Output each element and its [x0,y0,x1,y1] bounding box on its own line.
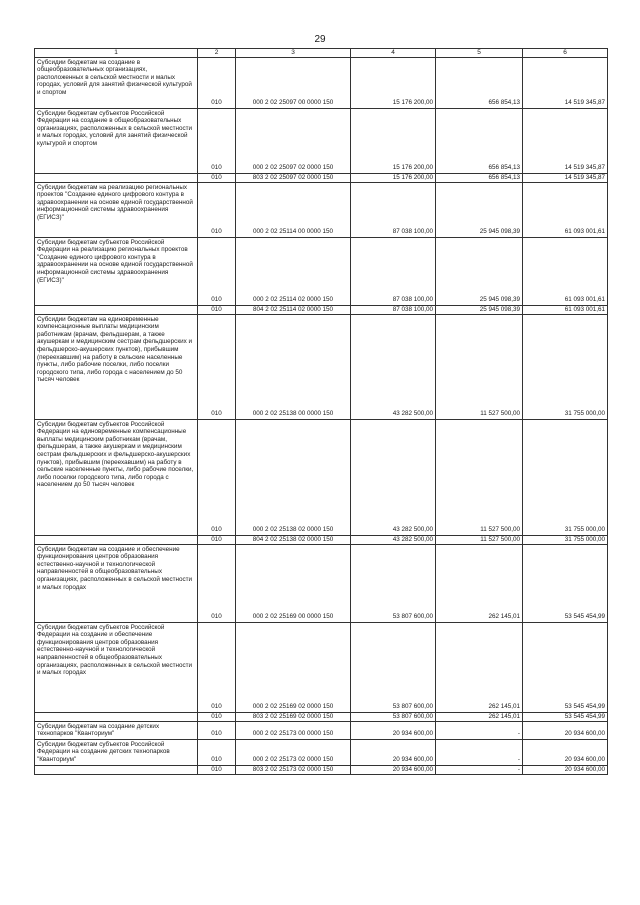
row-code: 010 [198,237,236,305]
row-value-5: - [436,721,523,739]
column-header-1: 1 [35,49,198,58]
row-code: 010 [198,544,236,622]
row-value-5: 25 945 098,39 [436,237,523,305]
row-kbk: 000 2 02 25173 02 0000 150 [236,739,351,765]
row-name [35,535,198,544]
row-value-5: 11 527 500,00 [436,419,523,535]
column-header-5: 5 [436,49,523,58]
row-kbk: 803 2 02 25169 02 0000 150 [236,712,351,721]
row-code: 010 [198,305,236,314]
table-row [35,419,608,535]
column-header-3: 3 [236,49,351,58]
table-row [35,622,608,712]
row-value-4: 43 282 500,00 [351,535,436,544]
row-kbk: 000 2 02 25114 02 0000 150 [236,237,351,305]
row-value-6: 31 755 000,00 [523,535,608,544]
row-name: Субсидии бюджетам на создание в общеобразовательных организациях, расположенных в сельской местности и малых городах, условий для занятий физической культурой и спортом [35,57,198,108]
row-value-6: 31 755 000,00 [523,314,608,419]
row-code: 010 [198,739,236,765]
row-kbk: 000 2 02 25169 00 0000 150 [236,544,351,622]
row-name [35,765,198,774]
table-row [35,182,608,237]
row-value-4: 43 282 500,00 [351,419,436,535]
table-row [35,712,608,721]
row-kbk: 000 2 02 25169 02 0000 150 [236,622,351,712]
row-code: 010 [198,712,236,721]
row-code: 010 [198,182,236,237]
row-value-6: 53 545 454,99 [523,544,608,622]
row-value-6: 53 545 454,99 [523,622,608,712]
row-value-5: - [436,739,523,765]
row-value-6: 61 093 001,61 [523,237,608,305]
row-value-4: 87 038 100,00 [351,237,436,305]
row-value-5: 25 945 098,39 [436,182,523,237]
table-row [35,314,608,419]
row-value-5: 656 854,13 [436,173,523,182]
column-header-4: 4 [351,49,436,58]
row-name: Субсидии бюджетам на создание детских технопарков "Кванториум" [35,721,198,739]
row-value-6: 61 093 001,61 [523,182,608,237]
row-code: 010 [198,173,236,182]
row-value-6: 14 519 345,87 [523,108,608,173]
row-kbk: 000 2 02 25138 00 0000 150 [236,314,351,419]
row-kbk: 000 2 02 25097 02 0000 150 [236,108,351,173]
row-name [35,173,198,182]
row-name: Субсидии бюджетам субъектов Российской Федерации на создание детских технопарков "Кванториум" [35,739,198,765]
row-code: 010 [198,57,236,108]
row-value-4: 87 038 100,00 [351,305,436,314]
row-value-4: 53 807 600,00 [351,544,436,622]
column-header-2: 2 [198,49,236,58]
row-kbk: 000 2 02 25114 00 0000 150 [236,182,351,237]
row-kbk: 000 2 02 25097 00 0000 150 [236,57,351,108]
row-kbk: 803 2 02 25097 02 0000 150 [236,173,351,182]
row-name: Субсидии бюджетам субъектов Российской Федерации на создание и обеспечение функционирования центров образования естественно-научной и технологической направленностей в общеобразовательных организациях, расположенных в сельской местности и малых городах [35,622,198,712]
row-value-6: 31 755 000,00 [523,419,608,535]
row-value-5: - [436,765,523,774]
row-kbk: 000 2 02 25173 00 0000 150 [236,721,351,739]
page-number: 29 [314,34,326,45]
row-value-4: 20 934 600,00 [351,739,436,765]
table-row [35,721,608,739]
row-code: 010 [198,314,236,419]
row-name: Субсидии бюджетам субъектов Российской Федерации на реализацию региональных проектов "Создание единого цифрового контура в здравоохранении на основе единой государственной информационной системы здравоохранения (ЕГИСЗ)" [35,237,198,305]
row-name: Субсидии бюджетам субъектов Российской Федерации на единовременные компенсационные выплаты медицинским работникам (врачам, фельдшерам, а также акушеркам и медицинским сестрам фельдшерских и фельдшерско-акушерских пунктов), прибывшим (переехавшим) на работу в сельские населенные пункты, либо рабочие поселки, либо поселки городского типа, либо города с населением до 50 тысяч человек [35,419,198,535]
row-value-4: 53 807 600,00 [351,712,436,721]
row-value-5: 11 527 500,00 [436,535,523,544]
row-code: 010 [198,535,236,544]
row-value-5: 262 145,01 [436,712,523,721]
row-value-4: 87 038 100,00 [351,182,436,237]
budget-table [34,48,608,775]
table-row [35,535,608,544]
row-value-6: 20 934 600,00 [523,765,608,774]
row-kbk: 000 2 02 25138 02 0000 150 [236,419,351,535]
row-value-6: 53 545 454,99 [523,712,608,721]
row-name: Субсидии бюджетам на реализацию региональных проектов "Создание единого цифрового контура в здравоохранении на основе единой государственной информационной системы здравоохранения (ЕГИСЗ)" [35,182,198,237]
row-name [35,305,198,314]
row-value-4: 43 282 500,00 [351,314,436,419]
row-name: Субсидии бюджетам на единовременные компенсационные выплаты медицинским работникам (врачам, фельдшерам, а также акушеркам и медицинским сестрам фельдшерских и фельдшерско-акушерских пунктов), прибывшим (переехавшим) на работу в сельские населенные пункты, либо рабочие поселки, либо поселки городского типа, либо города с населением до 50 тысяч человек [35,314,198,419]
row-value-5: 656 854,13 [436,108,523,173]
row-value-6: 14 519 345,87 [523,173,608,182]
column-header-6: 6 [523,49,608,58]
row-value-5: 11 527 500,00 [436,314,523,419]
row-value-5: 262 145,01 [436,544,523,622]
row-kbk: 803 2 02 25173 02 0000 150 [236,765,351,774]
row-value-5: 25 945 098,39 [436,305,523,314]
table-row [35,765,608,774]
row-value-5: 262 145,01 [436,622,523,712]
table-row [35,108,608,173]
row-kbk: 804 2 02 25138 02 0000 150 [236,535,351,544]
row-value-4: 20 934 600,00 [351,721,436,739]
row-value-4: 15 176 200,00 [351,108,436,173]
row-value-4: 15 176 200,00 [351,57,436,108]
table-row [35,739,608,765]
row-code: 010 [198,108,236,173]
row-value-4: 20 934 600,00 [351,765,436,774]
row-value-6: 20 934 600,00 [523,721,608,739]
header-row [35,49,608,58]
row-name: Субсидии бюджетам на создание и обеспечение функционирования центров образования естественно-научной и технологической направленностей в общеобразовательных организациях, расположенных в сельской местности и малых городах [35,544,198,622]
row-code: 010 [198,622,236,712]
row-value-4: 15 176 200,00 [351,173,436,182]
table-row [35,544,608,622]
row-name [35,712,198,721]
table-row [35,305,608,314]
row-value-5: 656 854,13 [436,57,523,108]
row-kbk: 804 2 02 25114 02 0000 150 [236,305,351,314]
table-row [35,173,608,182]
row-value-6: 14 519 345,87 [523,57,608,108]
row-value-4: 53 807 600,00 [351,622,436,712]
table-row [35,57,608,108]
row-name: Субсидии бюджетам субъектов Российской Федерации на создание в общеобразовательных организациях, расположенных в сельской местности и малых городах, условий для занятий физической культурой и спортом [35,108,198,173]
row-code: 010 [198,721,236,739]
row-code: 010 [198,765,236,774]
row-code: 010 [198,419,236,535]
row-value-6: 61 093 001,61 [523,305,608,314]
table-row [35,237,608,305]
row-value-6: 20 934 600,00 [523,739,608,765]
